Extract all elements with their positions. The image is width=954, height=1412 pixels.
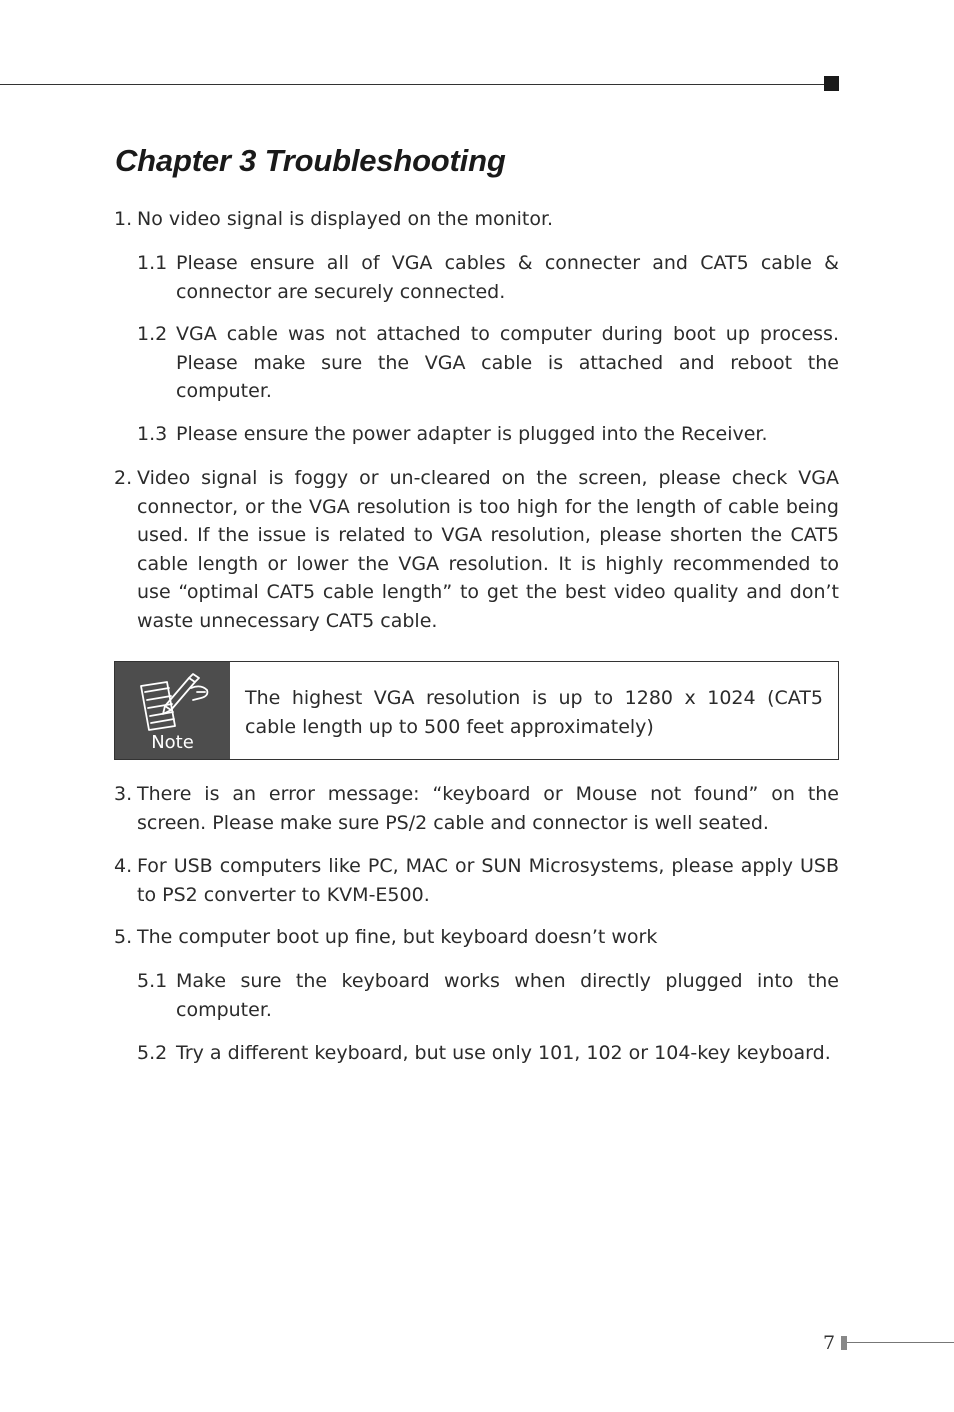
item-text: Please ensure all of VGA cables & connecter and CAT5 cable & connector are securely connected. [176, 252, 839, 303]
item-number: 2. [114, 467, 133, 489]
item-text: Video signal is foggy or un-cleared on the screen, please check VGA connector, or the VGA resolution is too high for the length of cable being used. If the issue is related to VGA resolution, please shorten the CAT5 cable length or lower the VGA resolution. It is highly recommended to use “optimal CAT5 cable length” to get the best video quality and don’t waste unnecessary CAT5 cable. [137, 467, 839, 632]
note-pen-icon [135, 672, 211, 732]
item-text: Make sure the keyboard works when directly plugged into the computer. [176, 970, 839, 1021]
page-title: Chapter 3 Troubleshooting [115, 143, 506, 178]
item-number: 1. [114, 208, 133, 230]
header-rule [0, 84, 826, 85]
list-item [114, 464, 839, 635]
item-number: 1.2 [137, 323, 168, 345]
list-item [137, 1039, 839, 1068]
header-square-marker [824, 76, 839, 91]
item-text: Please ensure the power adapter is plugged into the Receiver. [176, 423, 768, 445]
item-text: Try a different keyboard, but use only 101, 102 or 104-key keyboard. [176, 1042, 831, 1064]
item-number: 4. [114, 855, 133, 877]
list-item [137, 249, 839, 306]
list-item [114, 205, 839, 234]
note-sidebar [115, 662, 230, 759]
item-text: No video signal is displayed on the monitor. [137, 208, 554, 230]
item-number: 1.3 [137, 423, 168, 445]
note-box [114, 661, 839, 760]
list-item [137, 320, 839, 406]
item-text: The computer boot up fine, but keyboard doesn’t work [137, 926, 658, 948]
footer-rule [847, 1342, 954, 1343]
item-text: For USB computers like PC, MAC or SUN Microsystems, please apply USB to PS2 converter to KVM-E500. [137, 855, 839, 906]
list-item [137, 967, 839, 1024]
item-number: 1.1 [137, 252, 168, 274]
note-text: The highest VGA resolution is up to 1280 x 1024 (CAT5 cable length up to 500 feet approximately) [245, 687, 823, 738]
item-text: VGA cable was not attached to computer during boot up process. Please make sure the VGA cable is attached and reboot the computer. [176, 323, 839, 402]
footer-marker [841, 1336, 847, 1350]
list-item [114, 923, 839, 952]
page-number: 7 [823, 1332, 836, 1354]
list-item [137, 420, 839, 449]
item-number: 5. [114, 926, 133, 948]
note-label: Note [151, 732, 194, 753]
list-item [114, 852, 839, 909]
item-number: 5.2 [137, 1042, 168, 1064]
list-item [114, 780, 839, 837]
item-text: There is an error message: “keyboard or Mouse not found” on the screen. Please make sure PS/2 cable and connector is well seated. [137, 783, 839, 834]
item-number: 5.1 [137, 970, 168, 992]
item-number: 3. [114, 783, 133, 805]
